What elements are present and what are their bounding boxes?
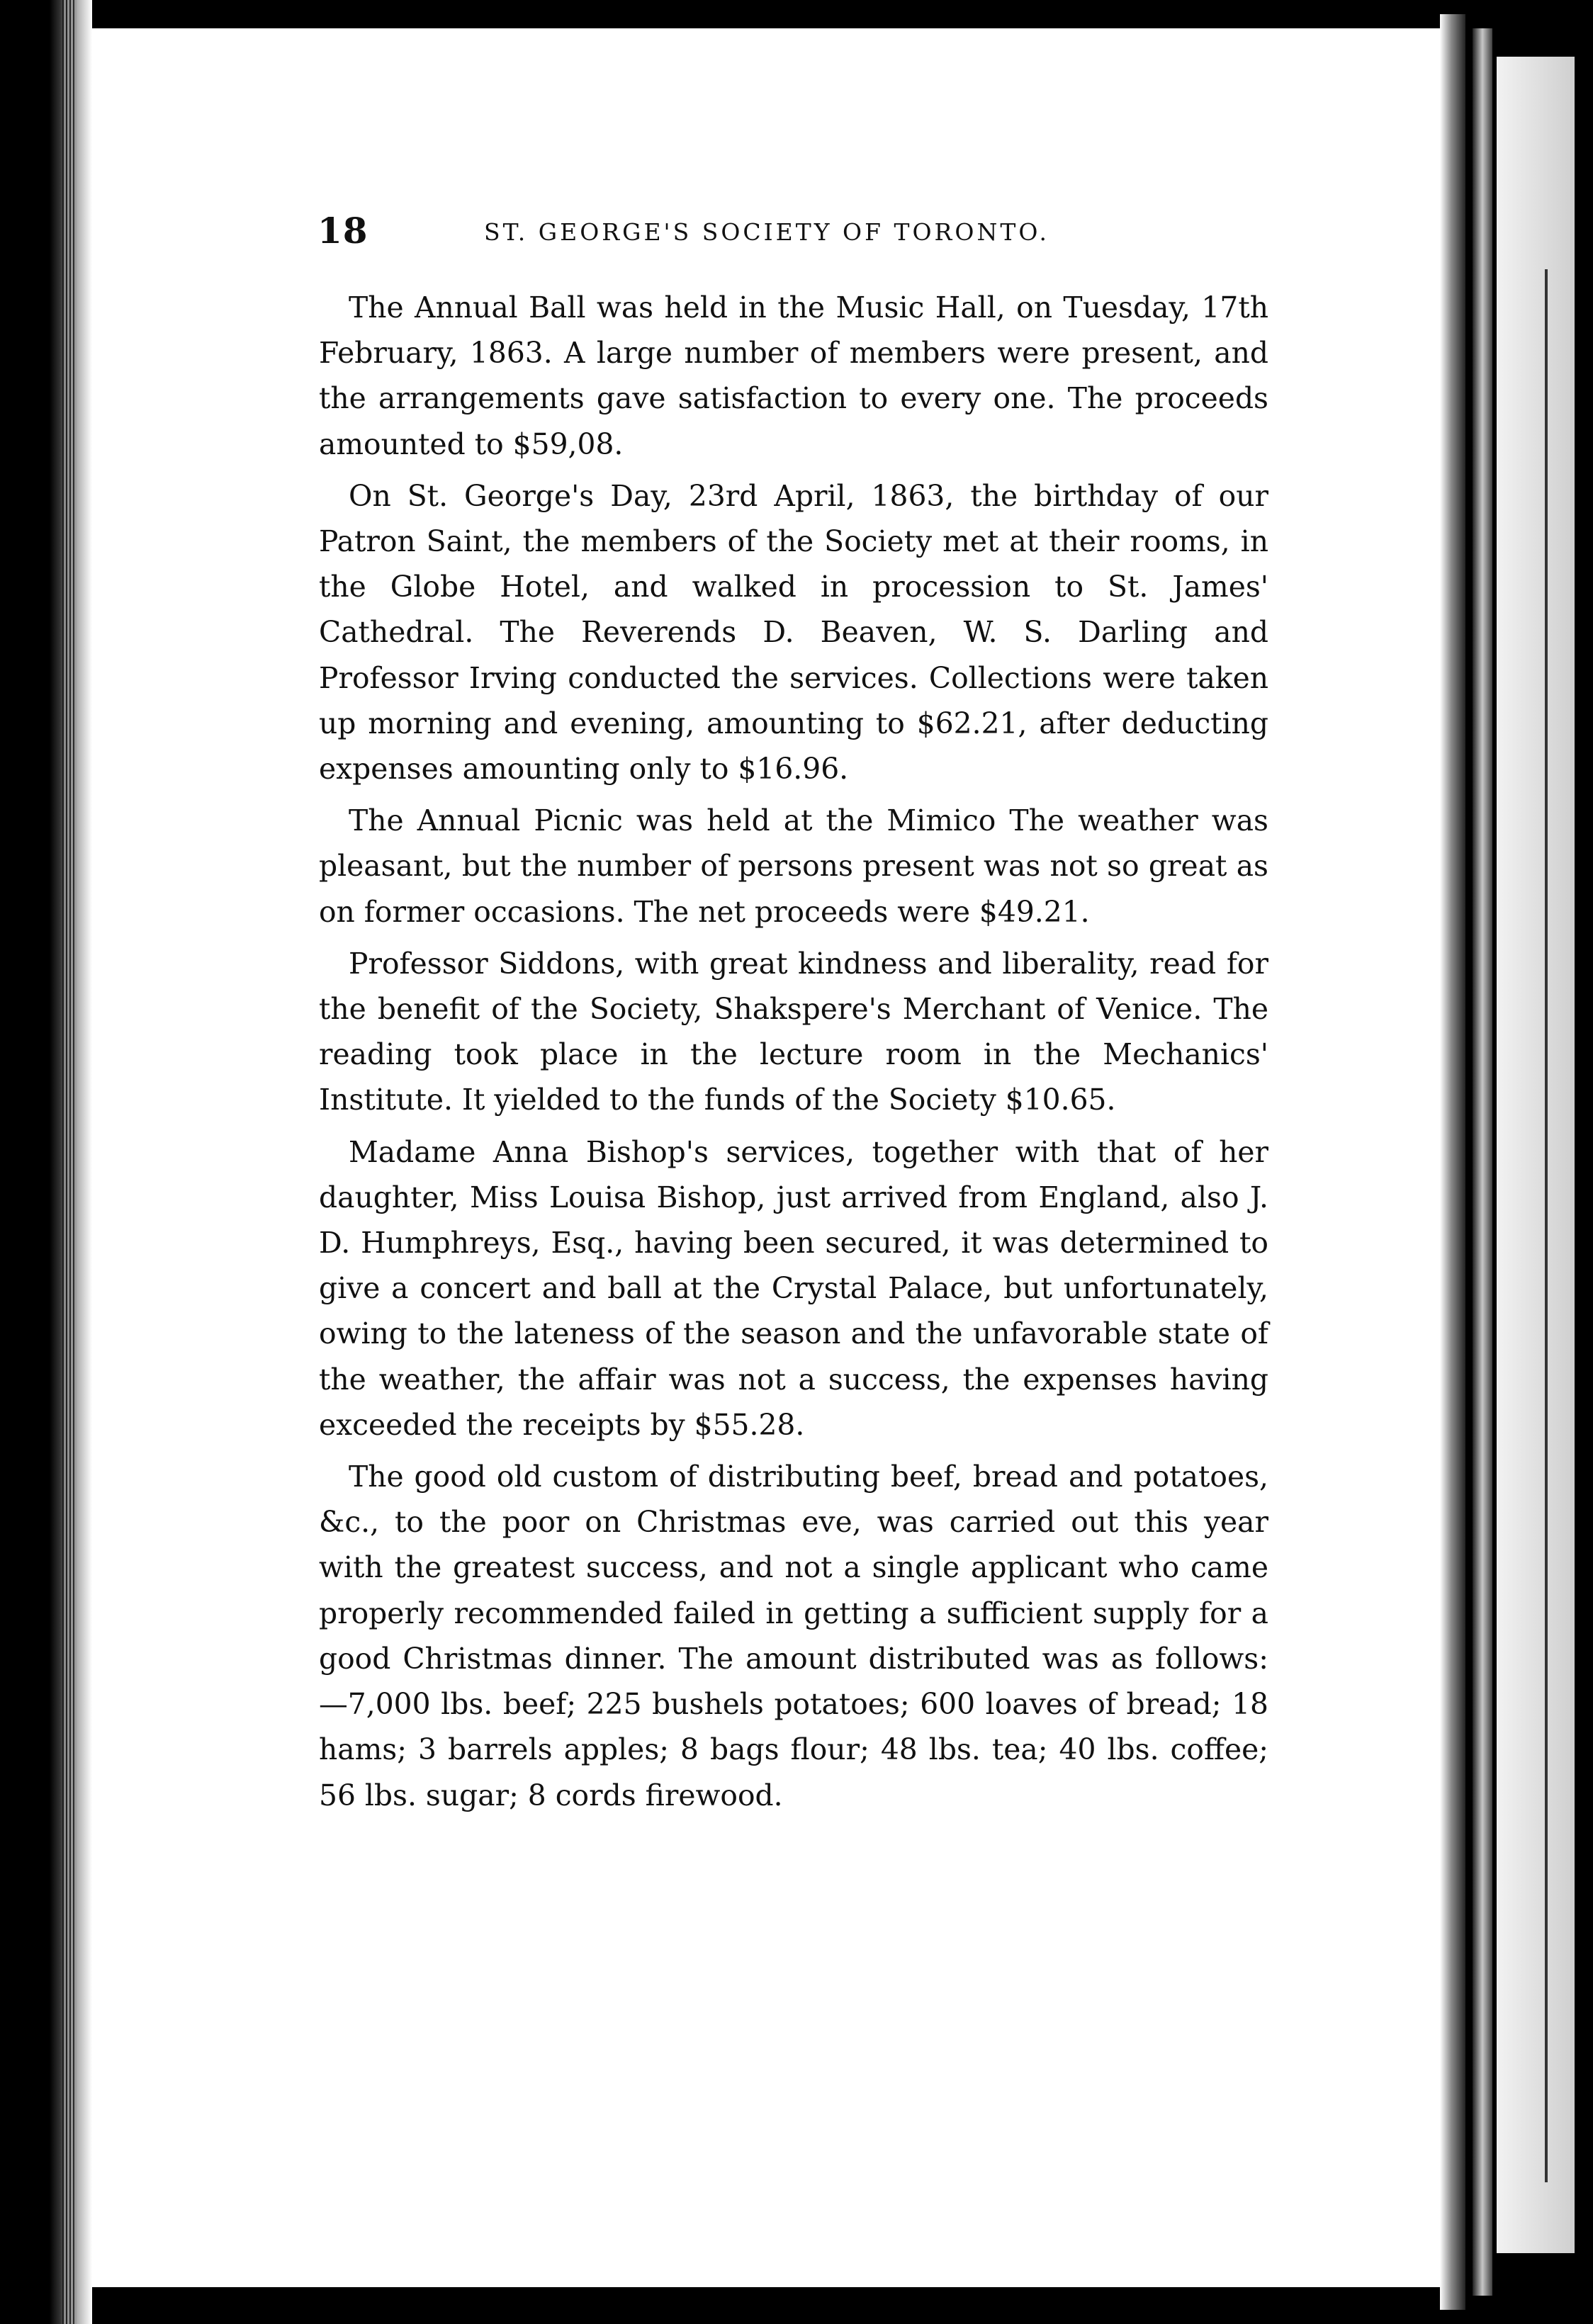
paragraph-concert-and-ball: Madame Anna Bishop's services, together with that of her daughter, Miss Louisa Bishop, just arrived from England, also J. D. Humphreys, Esq., having been secured, it was determined to give a concert and ball at the Crystal Palace, but unfortunately, owing to the lateness of the season and the unfavorable state of the weather, the affair was not a success, the expenses having exceeded the receipts by $55.28.: [319, 1134, 1268, 1442]
adjacent-page-rule: [1545, 269, 1548, 2182]
page-header: [317, 210, 1097, 259]
paragraph-annual-picnic: The Annual Picnic was held at the Mimico The weather was pleasant, but the number of persons present was not so great as on former occasions. The net proceeds were $49.21.: [319, 803, 1268, 929]
adjacent-page-sliver: [1497, 57, 1575, 2253]
paragraph-christmas-distribution: The good old custom of distributing beef, bread and potatoes, &c., to the poor on Christmas eve, was carried out this year with the greatest success, and not a single applicant who came properly recommended failed in getting a sufficient supply for a good Christmas dinner. The amount distributed was as follows:—7,000 lbs. beef; 225 bushels potatoes; 600 loaves of bread; 18 hams; 3 barrels apples; 8 bags flour; 48 lbs. tea; 40 lbs. coffee; 56 lbs. sugar; 8 cords firewood.: [319, 1460, 1268, 1812]
page-right-edge-shadow: [1440, 14, 1465, 2310]
page-body-text: [319, 285, 1268, 1818]
paragraph-st-georges-day: On St. George's Day, 23rd April, 1863, the birthday of our Patron Saint, the members of the Society met at their rooms, in the Globe Hotel, and walked in procession to St. James' Cathedral. The Reverends D. Beaven, W. S. Darling and Professor Irving conducted the services. Collections were taken up morning and evening, amounting to $62.21, after deducting expenses amounting only to $16.96.: [319, 478, 1268, 786]
running-head: ST. GEORGE'S SOCIETY OF TORONTO.: [484, 218, 1049, 246]
paragraph-siddons-reading: Professor Siddons, with great kindness and liberality, read for the benefit of the Society, Shakspere's Merchant of Venice. The reading took place in the lecture room in the Mechanics' Institute. It yielded to the funds of the Society $10.65.: [319, 946, 1268, 1117]
adjacent-page-edge: [1473, 28, 1492, 2296]
book-spine-edge: [62, 0, 77, 2324]
paragraph-annual-ball: The Annual Ball was held in the Music Hall, on Tuesday, 17th February, 1863. A large number of members were present, and the arrangements gave satisfaction to every one. The proceeds amounted to $59,08.: [319, 290, 1268, 461]
page-number: 18: [317, 210, 368, 252]
